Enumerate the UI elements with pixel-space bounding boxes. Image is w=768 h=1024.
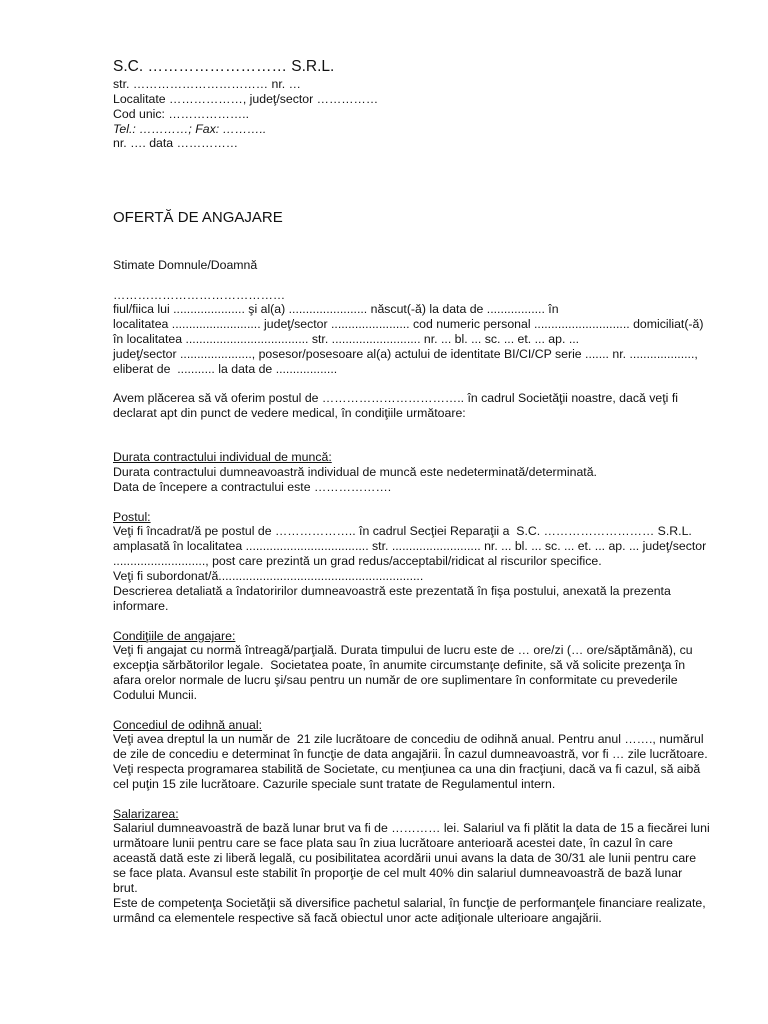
salarizare-line: următoare lunii pentru care se face plata sau în ziua lucrătoare anterioară acestei date, în cazul în care: [113, 836, 673, 850]
company-tel-fax: Tel.: …………; Fax: ………..: [113, 122, 267, 136]
salarizare-line: această dată este zi liberă legală, cu posibilitatea acordării unui avans la data de 30/31 ale lunii pentru care: [113, 851, 697, 865]
addressee-line: localitatea .......................... judeţ/sector ....................... cod numeric personal ............................ domiciliat(-ă): [113, 317, 704, 331]
company-cod-unic: Cod unic: ………………..: [113, 107, 249, 121]
concediu-line: Veţi respecta programarea stabilită de Societate, cu menţiunea ca una din fracţiuni, dacă va fi cazul, să aibă: [113, 762, 701, 776]
salarizare-line: Salariul dumneavoastră de bază lunar brut va fi de ………… lei. Salariul va fi plătit la data de 15 a fiecărei luni: [113, 821, 710, 835]
postul-line: informare.: [113, 599, 169, 613]
addressee-line: judeţ/sector ....................., posesor/posesoare al(a) actului de identitate BI/CI/CP serie ....... nr. ...................,: [113, 347, 698, 361]
concediu-line: cel puţin 15 zile lucrătoare. Cazurile speciale sunt tratate de Regulamentul intern.: [113, 777, 556, 791]
salarizare-line: Este de competenţa Societăţii să diversifice pachetul salarial, în funcţie de performanţele financiare realizate,: [113, 896, 706, 910]
section-heading-concediu: Concediul de odihnă anual:: [113, 718, 263, 732]
postul-line: Veţi fi încadrat/ă pe postul de ……………….. în cadrul Secţiei Reparaţii a S.C. ……………………… S.R.L.: [113, 524, 692, 538]
postul-line: ..........................., post care prezintă un grad redus/acceptabil/ridicat al riscurilor specifice.: [113, 554, 602, 568]
conditii-line: excepţia sărbătorilor legale. Societatea poate, în anumite circumstanţe definite, să vă solicite prezenţa în: [113, 658, 686, 672]
section-heading-postul: Postul:: [113, 510, 151, 524]
document-title: OFERTĂ DE ANGAJARE: [113, 209, 283, 226]
section-heading-conditii: Condiţiile de angajare:: [113, 629, 236, 643]
section-heading-salarizare: Salarizarea:: [113, 807, 179, 821]
company-locality: Localitate ………………, judeţ/sector ……………: [113, 92, 379, 106]
intro-line: Avem plăcerea să vă oferim postul de …………………………….. în cadrul Societăţii noastre, dacă veţi fi: [113, 391, 678, 405]
postul-line: Descrierea detaliată a îndatoririlor dumneavoastră este prezentată în fişa postului, anexată la prezenta: [113, 584, 671, 598]
conditii-line: Veţi fi angajat cu normă întreagă/parţială. Durata timpului de lucru este de … ore/zi (… ore/săptămână), cu: [113, 643, 693, 657]
postul-line: amplasată în localitatea .................................... str. .......................... nr. ... bl. ... sc. ... et. ... ap. ... judeţ/sector: [113, 539, 707, 553]
durata-line: Data de începere a contractului este ……………….: [113, 480, 392, 494]
postul-line: Veţi fi subordonat/ă............................................................: [113, 569, 424, 583]
company-name: S.C. ……………………… S.R.L.: [113, 58, 335, 75]
registration-number-date: nr. …. data ……………: [113, 136, 239, 150]
intro-line: declarat apt din punct de vedere medical, în condiţiile următoare:: [113, 406, 466, 420]
addressee-line: eliberat de ........... la data de ..................: [113, 362, 338, 376]
addressee-line: ……………………………………: [113, 288, 286, 302]
concediu-line: Veţi avea dreptul la un număr de 21 zile lucrătoare de concediu de odihnă anual. Pentru anul ……., numărul: [113, 732, 704, 746]
section-heading-durata: Durata contractului individual de muncă:: [113, 450, 332, 464]
conditii-line: afara orelor normale de lucru şi/sau pentru un număr de ore suplimentare în conformitate cu prevederile: [113, 673, 678, 687]
addressee-line: în localitatea .................................... str. .......................... nr. ... bl. ... sc. ... et. ... ap. ...: [113, 332, 580, 346]
concediu-line: de zile de concediu e determinat în funcţie de data angajării. În cazul dumneavoastră, vor fi … zile lucrătoare.: [113, 747, 708, 761]
company-street: str. …………………………… nr. …: [113, 77, 301, 91]
durata-line: Durata contractului dumneavoastră individual de muncă este nedeterminată/determinată.: [113, 465, 597, 479]
conditii-line: Codului Muncii.: [113, 688, 198, 702]
addressee-line: fiul/fiica lui ..................... şi al(a) ....................... născut(-ă) la data de ................. în: [113, 302, 559, 316]
salarizare-line: se face plata. Avansul este stabilit în proporţie de cel mult 40% din salariul dumneavoastră de bază lunar: [113, 866, 683, 880]
salarizare-line: urmând ca elementele respective să facă obiectul unor acte adiţionale ulterioare angajării.: [113, 911, 602, 925]
salarizare-line: brut.: [113, 881, 138, 895]
salutation: Stimate Domnule/Doamnă: [113, 258, 258, 272]
